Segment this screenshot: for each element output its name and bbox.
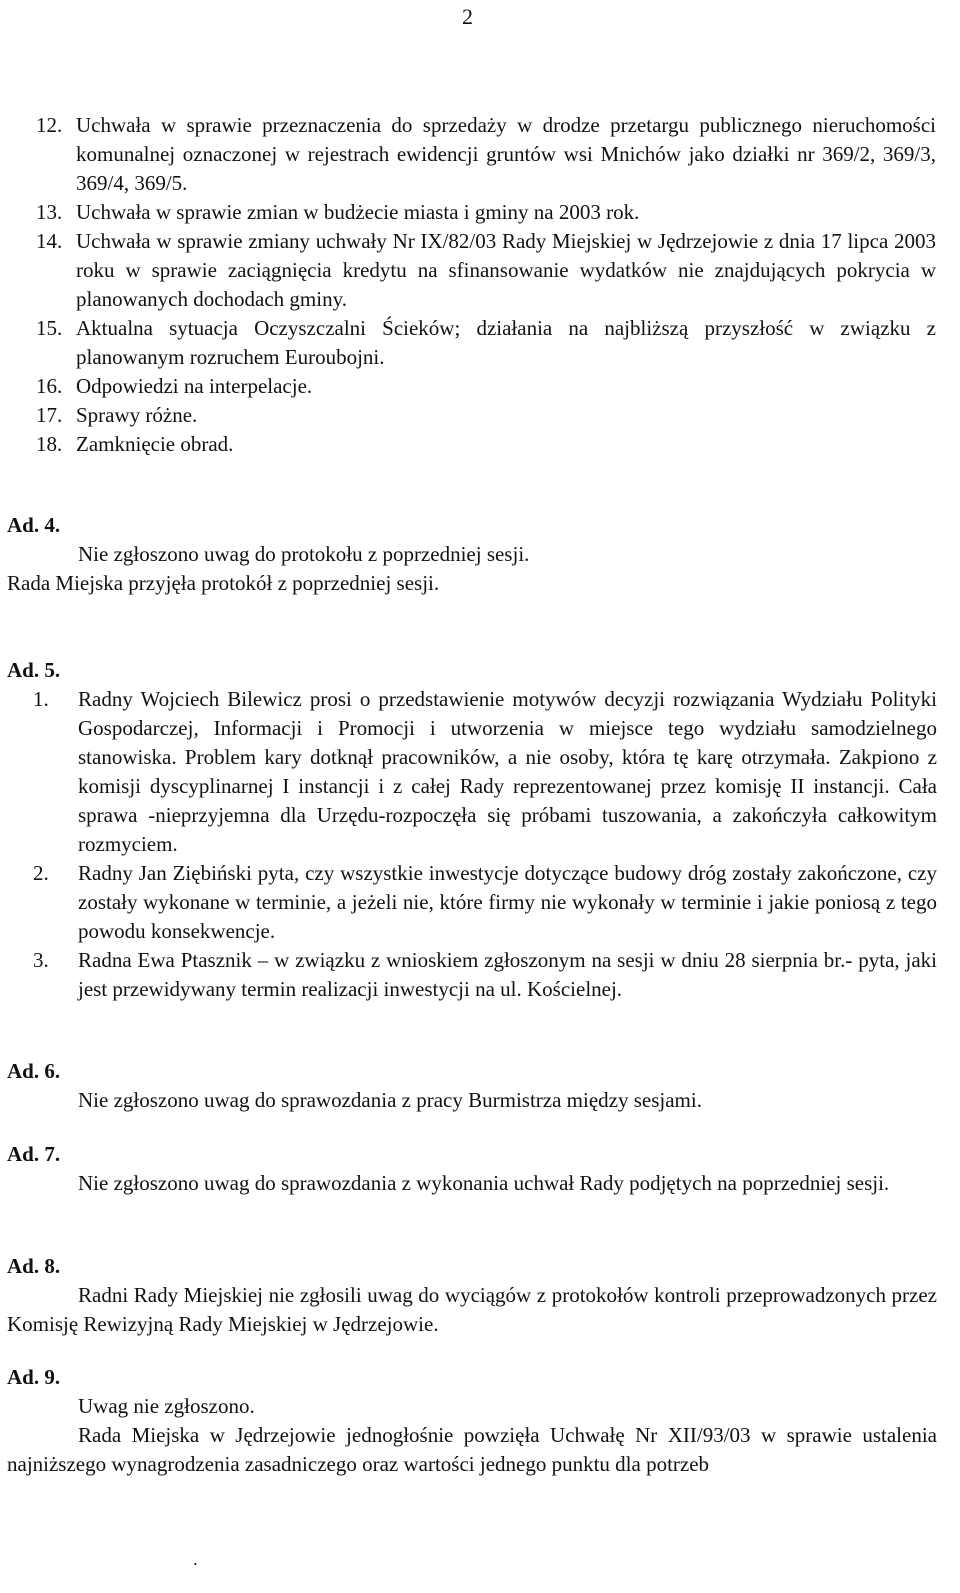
agenda-text: Uchwała w sprawie zmian w budżecie miasta i gminy na 2003 rok. (76, 200, 640, 224)
agenda-num: 17. (36, 403, 63, 427)
question-text: Radna Ewa Ptasznik – w związku z wnioskiem zgłoszonym na sesji w dniu 28 sierpnia br.- pyta, jaki jest przewidywany termin realizacji inwestycji na ul. Kościelnej. (78, 948, 937, 1001)
section-heading: Ad. 5. (7, 658, 61, 682)
section-heading: Ad. 8. (7, 1254, 61, 1278)
agenda-text: Uchwała w sprawie zmiany uchwały Nr IX/82/03 Rady Miejskiej w Jędrzejowie z dnia 17 lipca 2003 roku w sprawie zaciągnięcia kredytu na sfinansowanie wydatków nie znajdujących pokrycia w planowanych dochodach gminy. (76, 229, 936, 311)
section-ad7 (7, 1140, 937, 1198)
section-text: Radni Rady Miejskiej nie zgłosili uwag do wyciągów z protokołów kontroli przeprowadzonych przez Komisję Rewizyjną Rady Miejskiej w Jędrzejowie. (7, 1283, 937, 1336)
agenda-item-12 (36, 111, 936, 198)
agenda-text: Odpowiedzi na interpelacje. (76, 374, 313, 398)
agenda-num: 18. (36, 432, 63, 456)
section-ad9 (7, 1363, 937, 1479)
section-ad5 (7, 656, 937, 1004)
section-text: Nie zgłoszono uwag do sprawozdania z pracy Burmistrza między sesjami. (78, 1088, 702, 1112)
section-ad4 (7, 511, 937, 598)
question-num: 1. (33, 687, 49, 711)
agenda-item-18 (36, 430, 936, 459)
page-number: 2 (462, 4, 473, 29)
section-text: Rada Miejska w Jędrzejowie jednogłośnie powzięła Uchwałę Nr XII/93/03 w sprawie ustalenia najniższego wynagrodzenia zasadniczego oraz wartości jednego punktu dla potrzeb (7, 1423, 937, 1476)
question-num: 3. (33, 948, 49, 972)
question-text: Radny Wojciech Bilewicz prosi o przedstawienie motywów decyzji rozwiązania Wydziału Polityki Gospodarczej, Informacji i Promocji i utworzenia w miejsce tego wydziału samodzielnego stanowiska. Problem kary dotknął pracowników, a nie osoby, która tę karę otrzymała. Zakpiono z komisji dyscyplinarnej I instancji i z całej Rady reprezentowanej przez komisję II instancji. Cała sprawa -nieprzyjemna dla Urzędu-rozpoczęła się próbami tuszowania, a zakończyła całkowitym rozmyciem. (78, 687, 937, 856)
section-ad8 (7, 1252, 937, 1339)
section-text: Rada Miejska przyjęła protokół z poprzedniej sesji. (7, 571, 440, 595)
agenda-num: 12. (36, 113, 63, 137)
agenda-num: 13. (36, 200, 63, 224)
section-heading: Ad. 7. (7, 1142, 61, 1166)
agenda-item-16 (36, 372, 936, 401)
question-item-2 (7, 859, 937, 946)
section-heading: Ad. 9. (7, 1365, 61, 1389)
question-item-1 (7, 685, 937, 859)
agenda-text: Sprawy różne. (76, 403, 198, 427)
section-heading: Ad. 4. (7, 513, 61, 537)
footer-mark: ˙ (192, 1559, 199, 1581)
agenda-num: 16. (36, 374, 63, 398)
agenda-item-17 (36, 401, 936, 430)
agenda-item-13 (36, 198, 936, 227)
section-text: Uwag nie zgłoszono. (78, 1394, 255, 1418)
agenda-num: 14. (36, 229, 63, 253)
agenda-list (36, 111, 936, 459)
agenda-text: Uchwała w sprawie przeznaczenia do sprzedaży w drodze przetargu publicznego nieruchomości komunalnej oznaczonej w rejestrach ewidencji gruntów wsi Mnichów jako działki nr 369/2, 369/3, 369/4, 369/5. (76, 113, 936, 195)
section-heading: Ad. 6. (7, 1059, 61, 1083)
section-ad6 (7, 1057, 937, 1115)
section-text: Nie zgłoszono uwag do sprawozdania z wykonania uchwał Rady podjętych na poprzedniej sesji. (78, 1171, 890, 1195)
agenda-num: 15. (36, 316, 63, 340)
section-text: Nie zgłoszono uwag do protokołu z poprzedniej sesji. (78, 542, 530, 566)
agenda-text: Aktualna sytuacja Oczyszczalni Ścieków; działania na najbliższą przyszłość w związku z planowanym rozruchem Euroubojni. (76, 316, 936, 369)
agenda-text: Zamknięcie obrad. (76, 432, 234, 456)
question-text: Radny Jan Ziębiński pyta, czy wszystkie inwestycje dotyczące budowy dróg zostały zakończone, czy zostały wykonane w terminie, a jeżeli nie, które firmy nie wykonały w terminie i jakie poniosą z tego powodu konsekwencje. (78, 861, 937, 943)
agenda-item-15 (36, 314, 936, 372)
question-item-3 (7, 946, 937, 1004)
question-num: 2. (33, 861, 49, 885)
agenda-item-14 (36, 227, 936, 314)
